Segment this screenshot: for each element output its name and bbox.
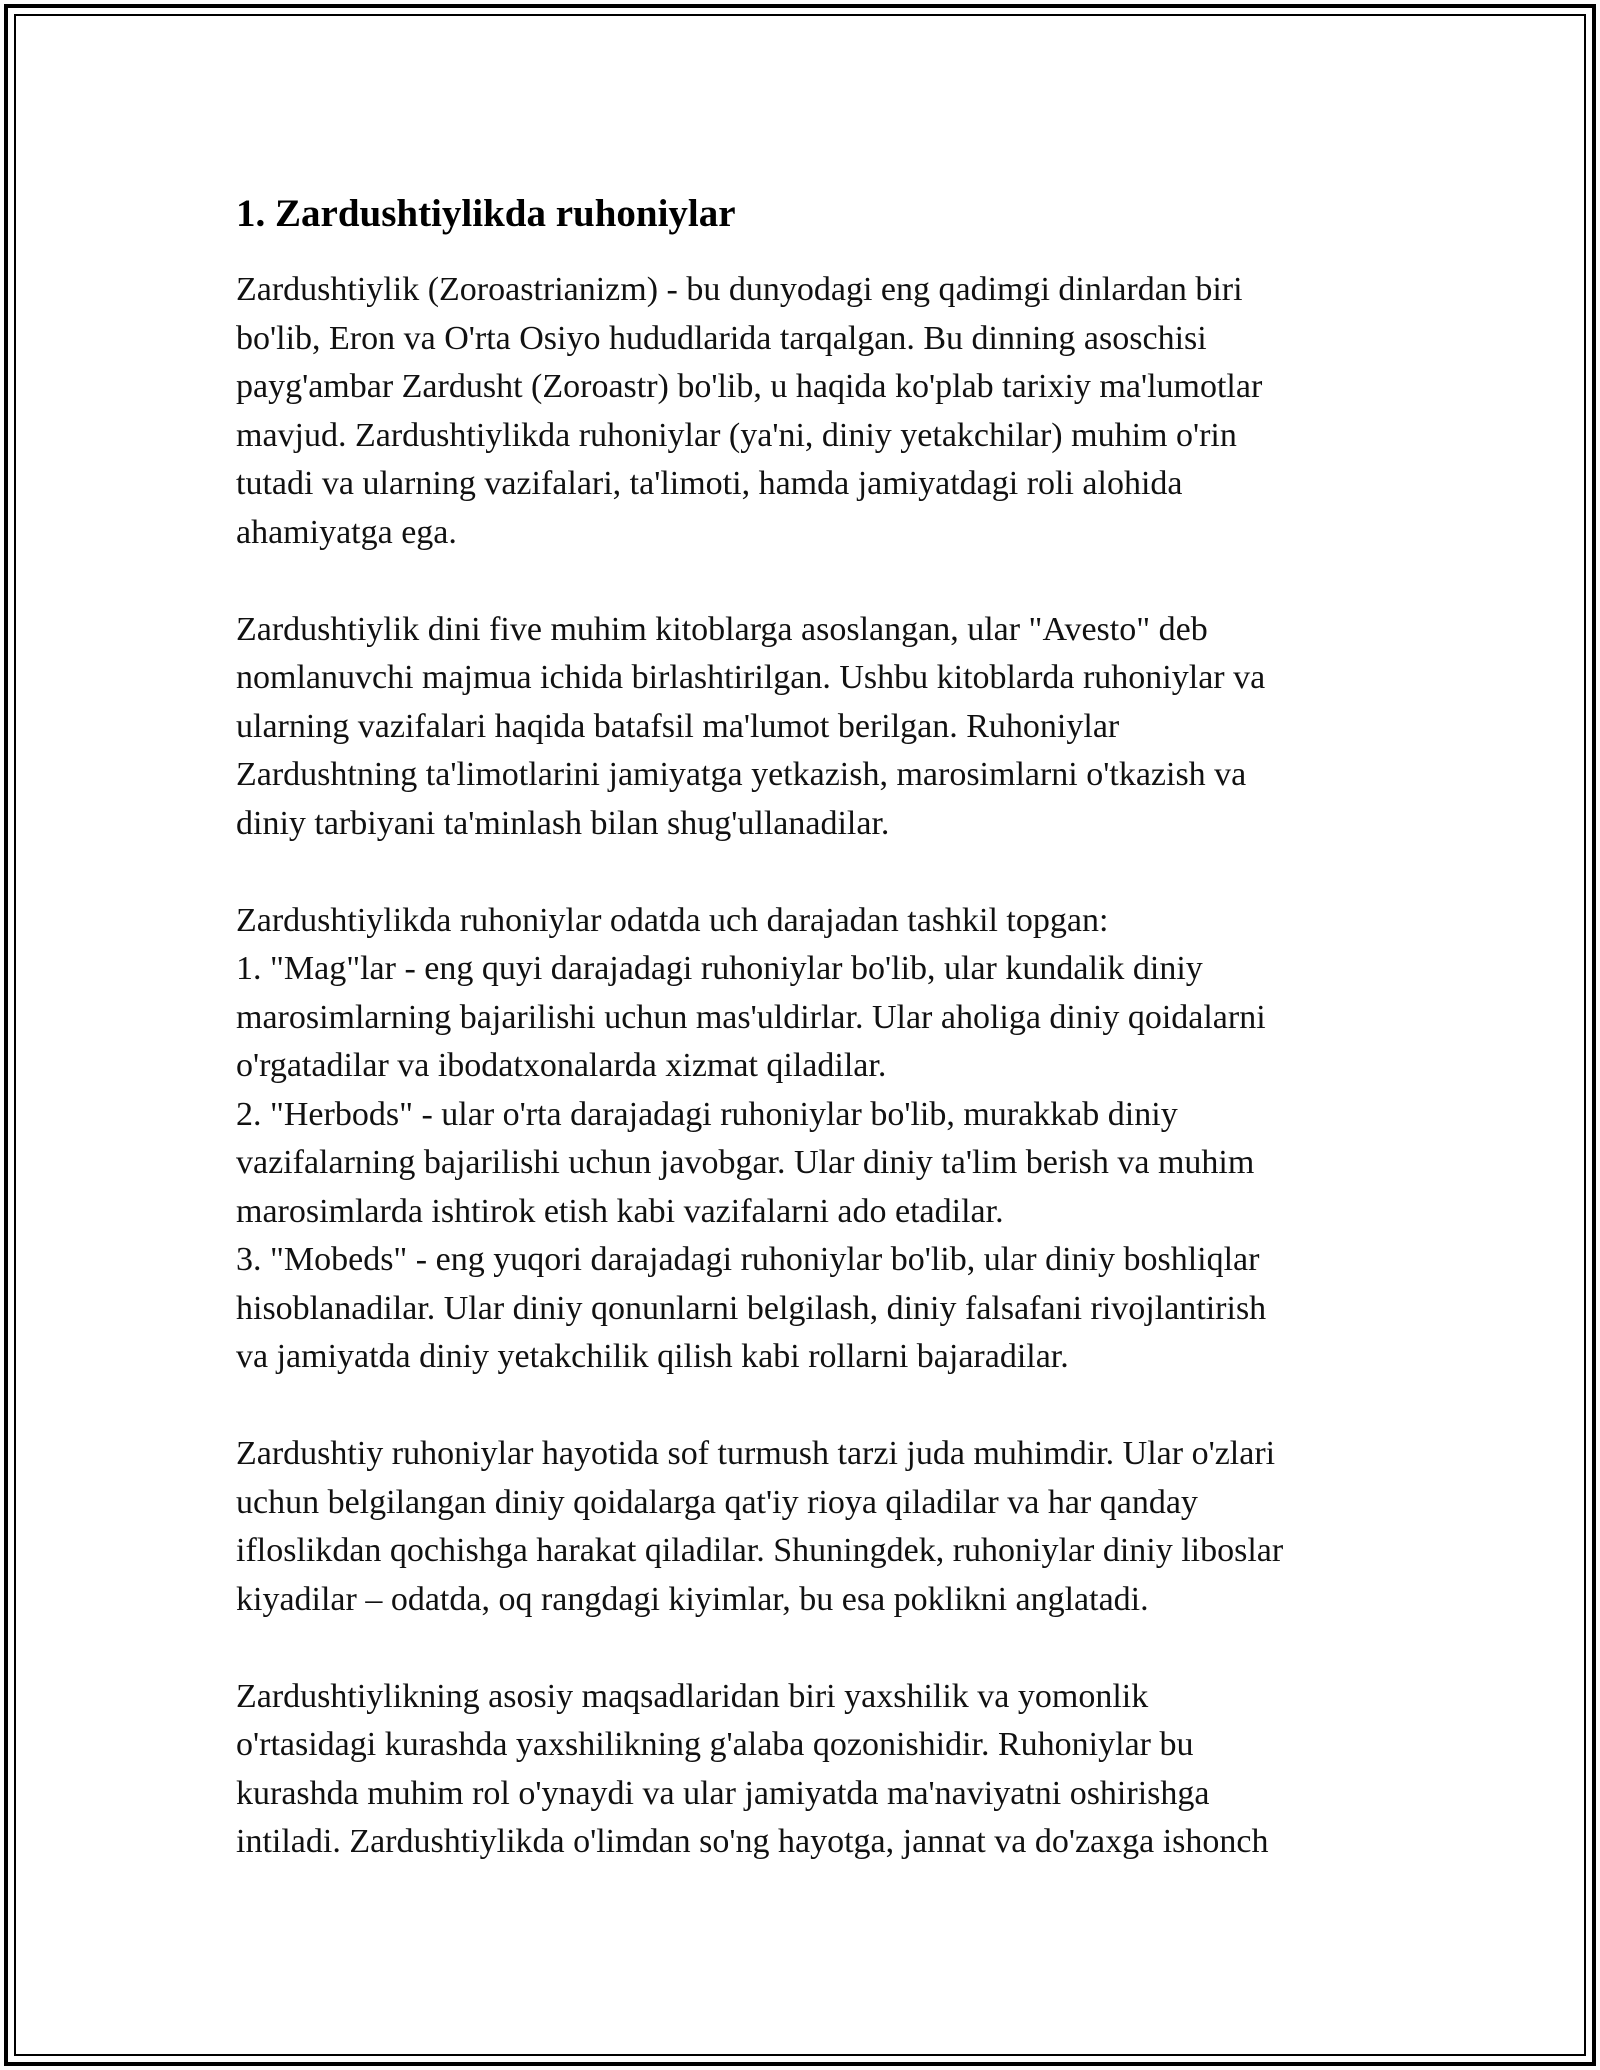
section-heading: 1. Zardushtiylikda ruhoniylar — [236, 192, 736, 235]
document-content — [236, 188, 1406, 1867]
body-text: Zardushtiylik (Zoroastrianizm) - bu dunyodagi eng qadimgi dinlardan biri bo'lib, Eron va O'rta Osiyo hududlarida tarqalgan. Bu dinning asoschisi payg'ambar Zardusht (Zoroastr) bo'lib, u haqida ko'plab tarixiy ma'lumotlar mavjud. Zardushtiylikda ruhoniylar (ya'ni, diniy yetakchilar) muhim o'rin tutadi va ularning vazifalari, ta'limoti, hamda jamiyatdagi roli alohida ahamiyatga ega. Zardushtiylik dini five muhim kitoblarga asoslangan, ular "Avesto" deb nomlanuvchi majmua ichida birlashtirilgan. Ushbu kitoblarda ruhoniylar va ularning vazifalari haqida batafsil ma'lumot berilgan. Ruhoniylar Zardushtning ta'limotlarini jamiyatga yetkazish, marosimlarni o'tkazish va diniy tarbiyani ta'minlash bilan shug'ullanadilar. Zardushtiylikda ruhoniylar odatda uch darajadan tashkil topgan: 1. "Mag"lar - eng quyi darajadagi ruhoniylar bo'lib, ular kundalik diniy marosimlarning bajarilishi uchun mas'uldirlar. Ular aholiga diniy qoidalarni o'rgatadilar va ibodatxonalarda xizmat qiladilar. 2. "Herbods" - ular o'rta darajadagi ruhoniylar bo'lib, murakkab diniy vazifalarning bajarilishi uchun javobgar. Ular diniy ta'lim berish va muhim marosimlarda ishtirok etish kabi vazifalarni ado etadilar. 3. "Mobeds" - eng yuqori darajadagi ruhoniylar bo'lib, ular diniy boshliqlar hisoblanadilar. Ular diniy qonunlarni belgilash, diniy falsafani rivojlantirish va jamiyatda diniy yetakchilik qilish kabi rollarni bajaradilar. Zardushtiy ruhoniylar hayotida sof turmush tarzi juda muhimdir. Ular o'zlari uchun belgilangan diniy qoidalarga qat'iy rioya qiladilar va har qanday ifloslikdan qochishga harakat qiladilar. Shuningdek, ruhoniylar diniy liboslar kiyadilar – odatda, oq rangdagi kiyimlar, bu esa poklikni anglatadi. Zardushtiylikning asosiy maqsadlaridan biri yaxshilik va yomonlik o'rtasidagi kurashda yaxshilikning g'alaba qozonishidir. Ruhoniylar bu kurashda muhim rol o'ynaydi va ular jamiyatda ma'naviyatni oshirishga intiladi. Zardushtiylikda o'limdan so'ng hayotga, jannat va do'zaxga ishonch — [236, 271, 1284, 1860]
